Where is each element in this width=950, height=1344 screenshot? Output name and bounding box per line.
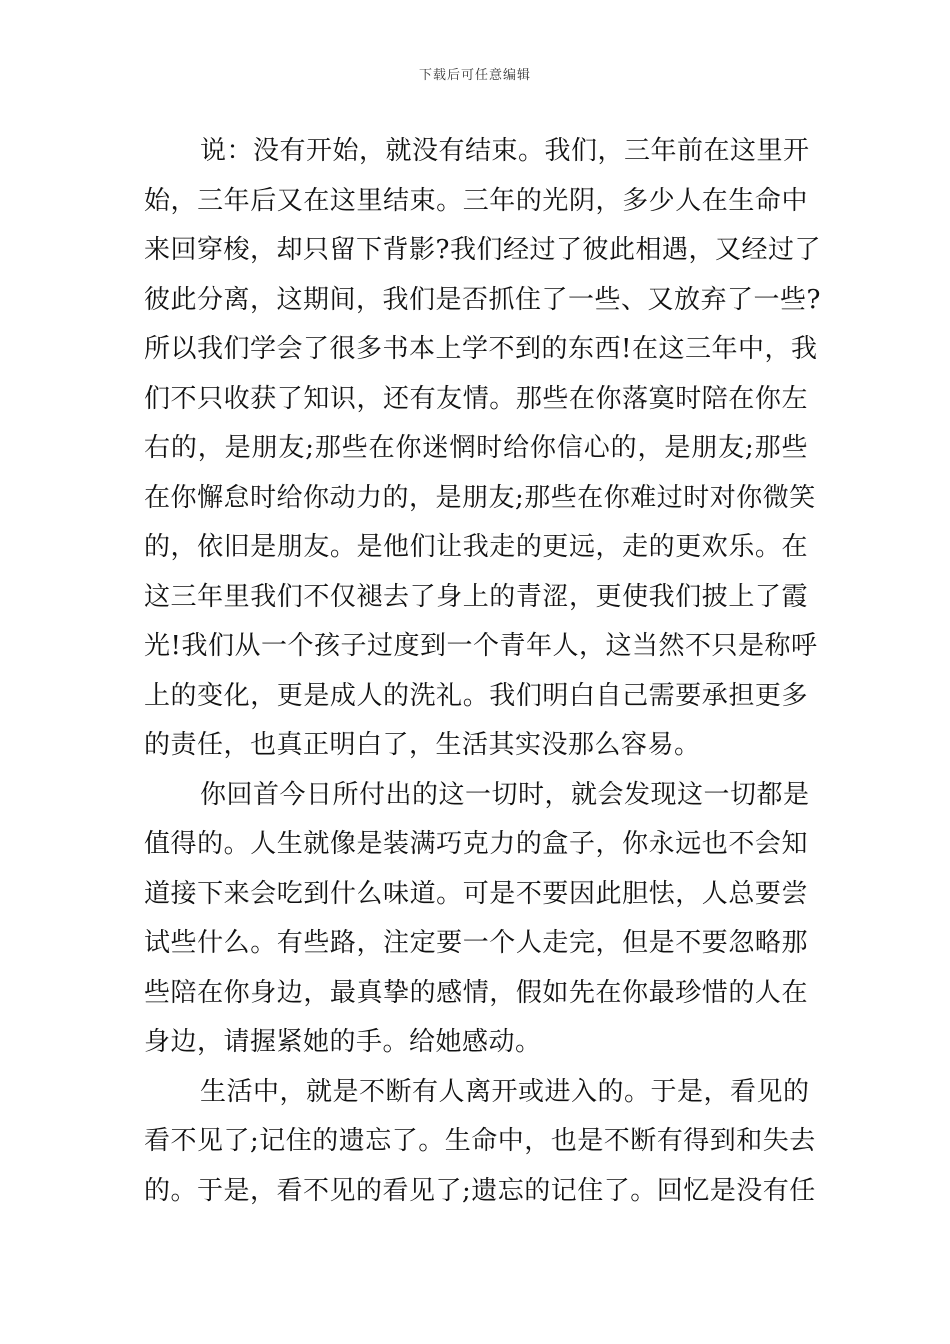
text-line: 们不只收获了知识，还有友情。那些在你落寞时陪在你左 xyxy=(144,383,808,414)
text-line: 的。于是，看不见的看见了;遗忘的记住了。回忆是没有任 xyxy=(144,1175,816,1206)
paragraph-2 xyxy=(144,771,808,1068)
text-line: 些陪在你身边，最真挚的感情，假如先在你最珍惜的人在 xyxy=(144,977,808,1008)
document-body xyxy=(144,127,821,1216)
text-line: 右的，是朋友;那些在你迷惘时给你信心的，是朋友;那些 xyxy=(144,433,808,463)
text-line: 试些什么。有些路，注定要一个人走完，但是不要忽略那 xyxy=(144,928,808,958)
text-line: 来回穿梭，却只留下背影?我们经过了彼此相遇，又经过了 xyxy=(144,235,821,265)
text-line: 值得的。人生就像是装满巧克力的盒子，你永远也不会知 xyxy=(144,829,808,859)
text-line: 所以我们学会了很多书本上学不到的东西!在这三年中，我 xyxy=(144,334,818,364)
text-line: 说：没有开始，就没有结束。我们，三年前在这里开 xyxy=(200,136,810,166)
paragraph-3 xyxy=(144,1068,816,1217)
text-line: 的，依旧是朋友。是他们让我走的更远，走的更欢乐。在 xyxy=(144,532,808,562)
text-line: 光!我们从一个孩子过度到一个青年人，这当然不只是称呼 xyxy=(144,631,818,661)
text-line: 始，三年后又在这里结束。三年的光阴，多少人在生命中 xyxy=(144,185,808,216)
text-line: 彼此分离，这期间，我们是否抓住了一些、又放弃了一些? xyxy=(144,284,821,315)
text-line: 这三年里我们不仅褪去了身上的青涩，更使我们披上了霞 xyxy=(144,581,808,612)
text-line: 生活中，就是不断有人离开或进入的。于是，看见的 xyxy=(200,1076,810,1107)
header-note: 下载后可任意编辑 xyxy=(418,68,531,83)
text-line: 看不见了;记住的遗忘了。生命中，也是不断有得到和失去 xyxy=(144,1126,816,1156)
text-line: 上的变化，更是成人的洗礼。我们明白自己需要承担更多 xyxy=(144,680,808,711)
paragraph-1 xyxy=(144,127,821,771)
text-line: 在你懈怠时给你动力的，是朋友;那些在你难过时对你微笑 xyxy=(144,482,816,513)
text-line: 你回首今日所付出的这一切时，就会发现这一切都是 xyxy=(200,779,810,810)
text-line: 的责任，也真正明白了，生活其实没那么容易。 xyxy=(144,730,701,760)
text-line: 道接下来会吃到什么味道。可是不要因此胆怯，人总要尝 xyxy=(144,878,808,909)
text-line: 身边，请握紧她的手。给她感动。 xyxy=(144,1027,542,1057)
